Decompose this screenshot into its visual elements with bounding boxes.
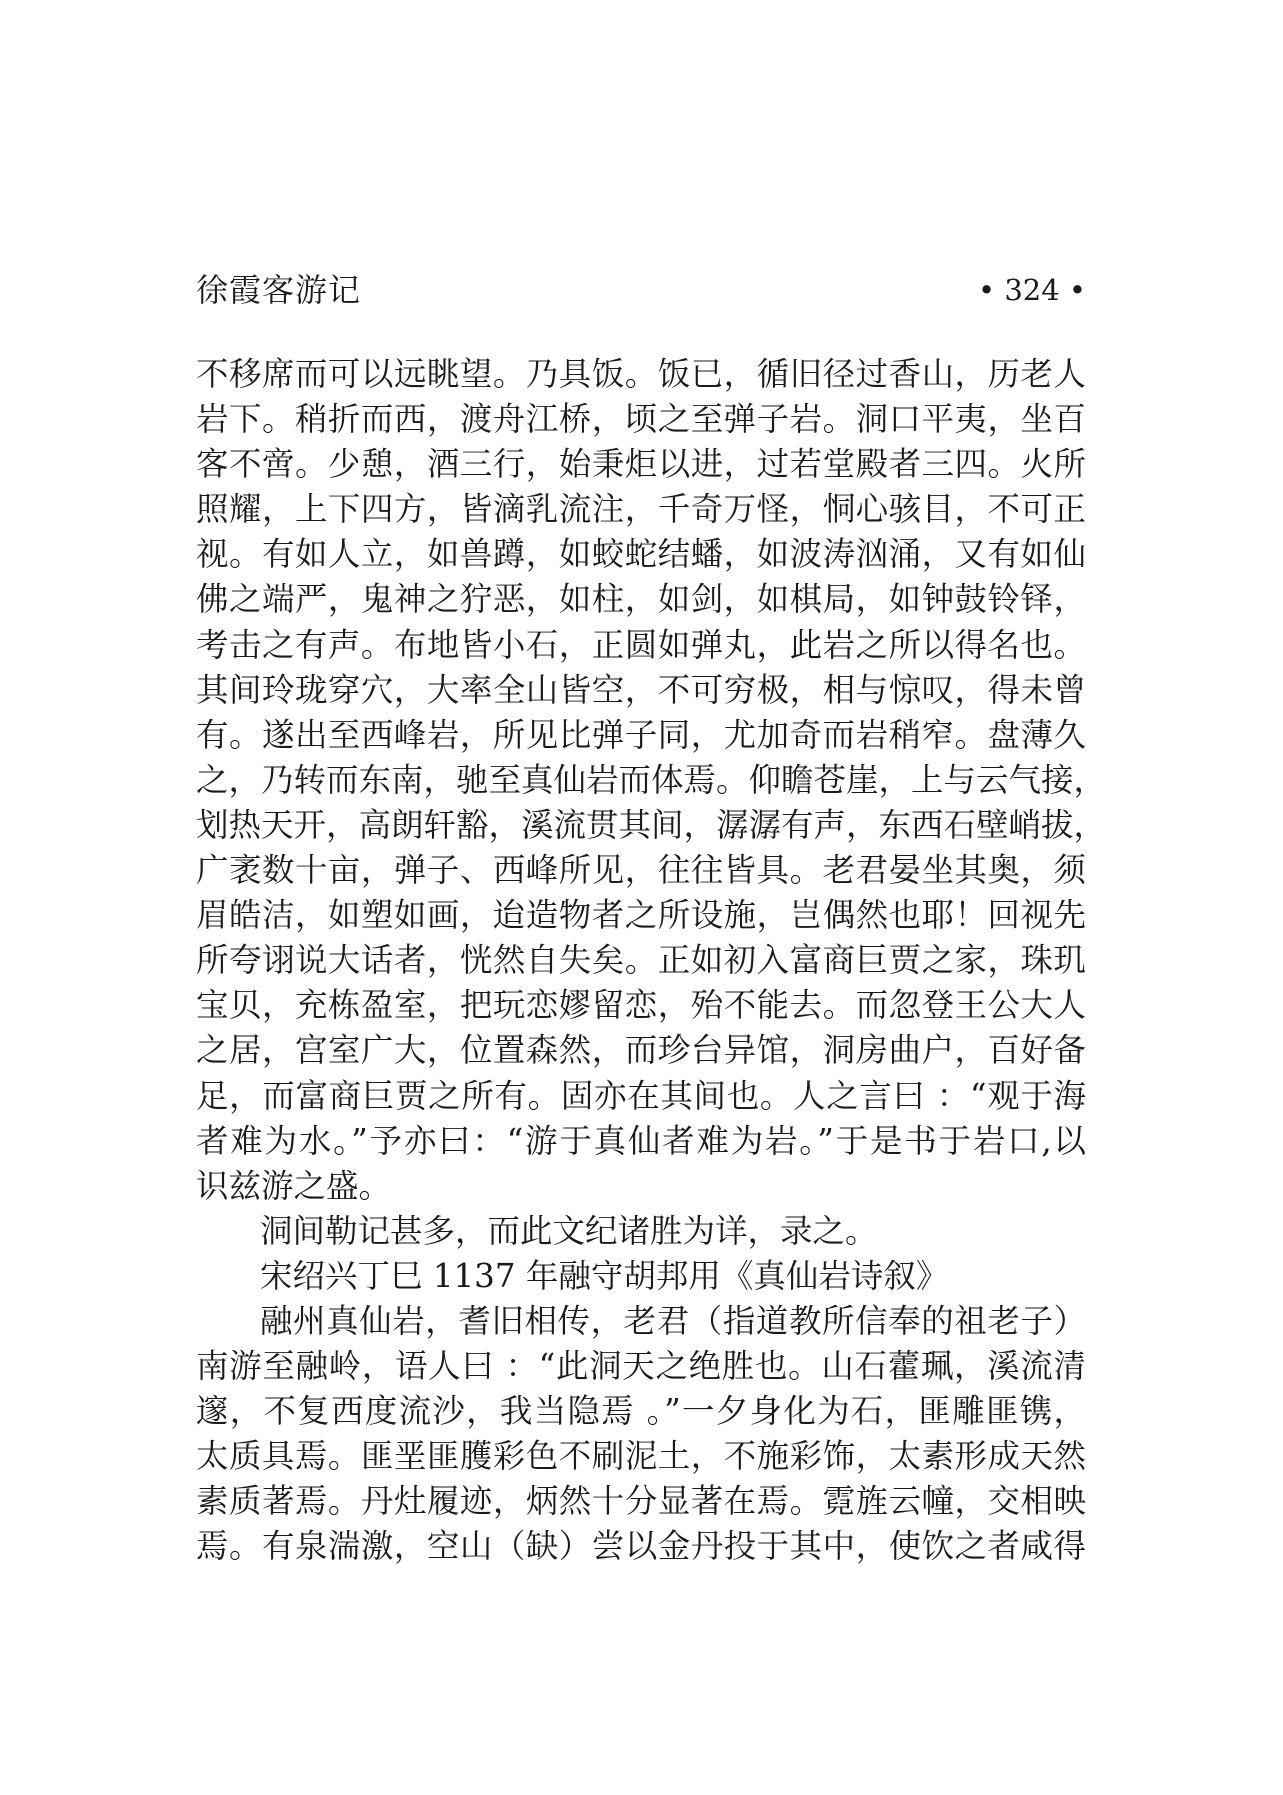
running-header [196, 268, 1086, 312]
text-line: 南游至融岭，语人曰 ：“此洞天之绝胜也。山石藿珮，溪流清 [196, 1347, 1086, 1386]
text-line: 邃，不复西度流沙，我当隐焉 。”一夕身化为石，匪雕匪镌， [196, 1392, 1086, 1431]
page-number: • 324 • [978, 273, 1086, 307]
text-line: 其间玲珑穿穴，大率全山皆空，不可穷极，相与惊叹，得未曾 [196, 670, 1086, 709]
text-line: 宋绍兴丁巳 1137 年融守胡邦用《真仙岩诗叙》 [260, 1256, 949, 1295]
text-line: 眉皓洁，如塑如画，迨造物者之所设施，岂偶然也耶！回视先 [196, 896, 1086, 935]
text-line: 素质著焉。丹灶履迹，炳然十分显著在焉。霓旌云幢，交相映 [196, 1482, 1086, 1521]
book-title: 徐霞客游记 [196, 271, 362, 309]
text-line: 之，乃转而东南，驰至真仙岩而体焉。仰瞻苍崖，上与云气接， [196, 760, 1107, 799]
text-line: 焉。有泉湍激，空山（缺）尝以金丹投于其中，使饮之者咸得 [196, 1527, 1086, 1566]
text-line: 考击之有声。布地皆小石，正圆如弹丸，此岩之所以得名也。 [196, 625, 1086, 664]
text-line: 足，而富商巨贾之所有。固亦在其间也。人之言曰 ：“观于海 [196, 1076, 1086, 1115]
text-line: 太质具焉。匪垩匪臒彩色不刷泥土，不施彩饰，太素形成天然 [196, 1437, 1086, 1476]
text-line: 洞间勒记甚多，而此文纪诸胜为详，录之。 [260, 1211, 878, 1250]
text-line: 岩下。稍折而西，渡舟江桥，顷之至弹子岩。洞口平夷，坐百 [196, 400, 1086, 439]
text-line: 之居，宫室广大，位置森然，而珍台异馆，洞房曲户，百好备 [196, 1031, 1086, 1070]
text-line: 不移席而可以远眺望。乃具饭。饭已，循旧径过香山，历老人 [196, 355, 1086, 393]
text-line: 广袤数十亩，弹子、西峰所见，往往皆具。老君晏坐其奥，须 [196, 851, 1086, 890]
text-line: 者难为水。”予亦曰：“游于真仙者难为岩。”于是书于岩口,以 [196, 1121, 1086, 1160]
text-line: 视。有如人立，如兽蹲，如蛟蛇结蟠，如波涛汹涌，又有如仙 [196, 535, 1086, 574]
text-line: 佛之端严，鬼神之狞恶，如柱，如剑，如棋局，如钟鼓铃铎， [196, 580, 1086, 619]
text-line: 识兹游之盛。 [196, 1166, 392, 1205]
text-line: 所夸诩说大话者，恍然自失矣。正如初入富商巨贾之家，珠玑 [196, 941, 1086, 980]
text-line: 照耀，上下四方，皆滴乳流注，千奇万怪，恫心骇目，不可正 [196, 490, 1086, 529]
text-line: 宝贝，充栋盈室，把玩恋嫪留恋，殆不能去。而忽登王公大人 [196, 986, 1086, 1025]
text-line: 有。遂出至西峰岩，所见比弹子同，尤加奇而岩稍窄。盘薄久 [196, 715, 1086, 754]
text-line: 划热天开，高朗轩豁，溪流贯其间，潺潺有声，东西石壁峭拔， [196, 805, 1107, 844]
text-line: 融州真仙岩，耆旧相传，老君（指道教所信奉的祖老子） [260, 1301, 1086, 1340]
body-text [196, 352, 1107, 1570]
text-line: 客不啻。少憩，酒三行，始秉炬以进，过若堂殿者三四。火所 [196, 445, 1086, 484]
